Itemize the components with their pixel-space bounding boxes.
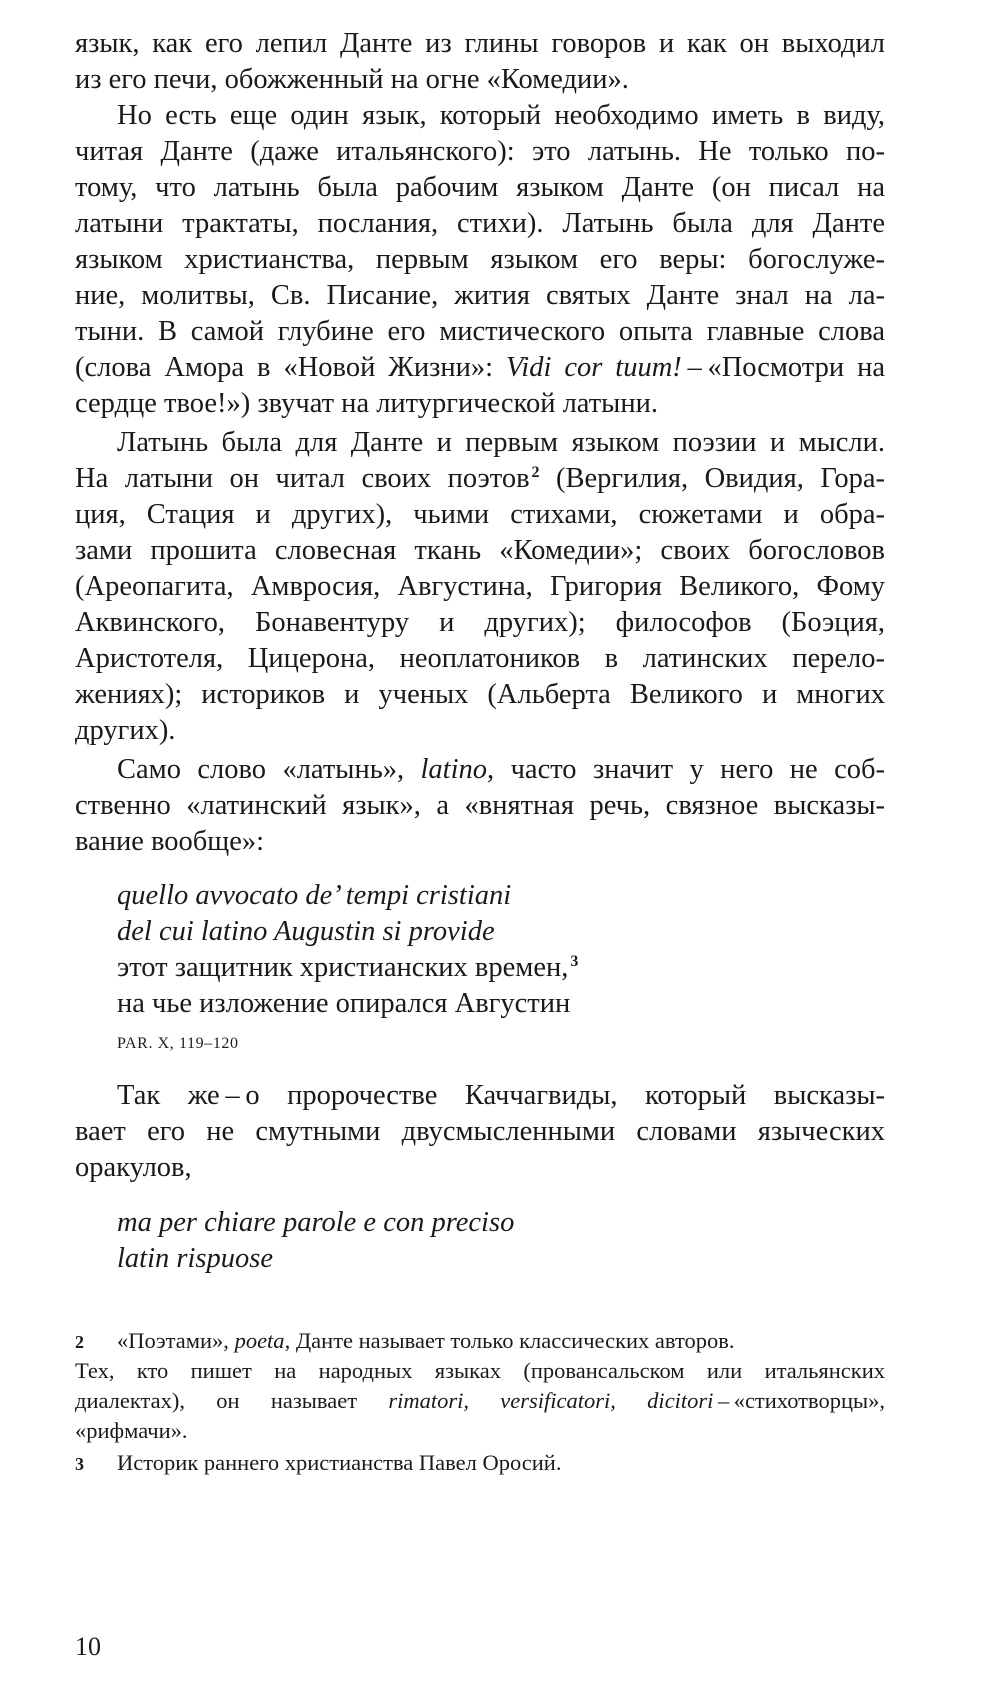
verse-line-latin: ma per chiare parole e con preciso xyxy=(117,1207,515,1238)
footnote-number: 3 xyxy=(75,1454,84,1474)
text-line: ственно «латинский язык», а «внятная речь, связное высказы- xyxy=(75,790,885,821)
latin-phrase: Vidi cor tuum! xyxy=(505,352,682,383)
text-line: вание вообще»: xyxy=(75,826,265,857)
text-span: , часто значит у него не соб- xyxy=(487,754,885,785)
text-span: диалектах), он называет xyxy=(75,1388,389,1413)
text-line: оракулов, xyxy=(75,1152,192,1183)
text-line: Латынь была для Данте и первым языком поэзии и мысли. xyxy=(117,427,885,458)
text-line: ние, молитвы, Св. Писание, жития святых Данте знал на ла- xyxy=(75,280,885,311)
footnote-line: «рифмачи». xyxy=(75,1418,188,1443)
verse-line-translation xyxy=(117,950,927,990)
citation-reference: PAR. X, 119–120 xyxy=(117,1035,239,1052)
text-line: зами прошита словесная ткань «Комедии»; своих богословов xyxy=(75,535,885,566)
text-line: ция, Стация и других), чьими стихами, сюжетами и обра- xyxy=(75,499,885,530)
footnote-3 xyxy=(75,1448,885,1479)
footnote-marker-2[interactable]: 2 xyxy=(531,464,540,481)
text-span: Историк раннего христианства Павел Оросий. xyxy=(117,1450,562,1475)
text-line: языком христианства, первым языком его веры: богослуже- xyxy=(75,244,885,275)
text-line: жениях); историков и ученых (Альберта Великого и многих xyxy=(75,679,885,710)
text-span: , Данте называет только классических авторов. xyxy=(284,1328,735,1353)
footnote-2 xyxy=(75,1326,885,1357)
text-line: Аквинского, Бонавентуру и других); философов (Боэция, xyxy=(75,607,885,638)
text-line xyxy=(75,350,885,386)
text-span: На латыни он читал своих поэтов xyxy=(75,463,530,494)
latin-word: latino xyxy=(420,754,488,785)
text-span: этот защитник христианских времен, xyxy=(117,952,569,983)
verse-line-latin: latin rispuose xyxy=(117,1243,273,1274)
verse-line-translation: на чье изложение опирался Августин xyxy=(117,988,571,1019)
text-span: – «Посмотри на xyxy=(681,352,885,383)
text-line: сердце твое!») звучат на литургической латыни. xyxy=(75,388,658,419)
footnote-marker-3[interactable]: 3 xyxy=(570,953,579,970)
text-line: (Ареопагита, Амвросия, Августина, Григория Великого, Фому xyxy=(75,571,885,602)
text-line: тому, что латынь была рабочим языком Данте (он писал на xyxy=(75,172,885,203)
verse-line-latin: del cui latino Augustin si provide xyxy=(117,916,495,947)
text-line: читая Данте (даже итальянского): это латынь. Не только по- xyxy=(75,136,885,167)
latin-phrase: rimatori, versificatori, dicitori xyxy=(388,1388,714,1413)
text-span: Само слово «латынь», xyxy=(117,754,421,785)
text-line xyxy=(117,752,885,788)
text-line: Так же – о пророчестве Каччагвиды, который высказы- xyxy=(117,1080,885,1111)
page-number: 10 xyxy=(75,1632,101,1661)
footnote-number: 2 xyxy=(75,1332,84,1352)
text-span: (Вергилия, Овидия, Гора- xyxy=(539,463,885,494)
footnote-line xyxy=(75,1386,885,1416)
text-line: латыни трактаты, послания, стихи). Латынь была для Данте xyxy=(75,208,885,239)
text-line xyxy=(75,461,885,501)
latin-word: poeta xyxy=(234,1328,285,1353)
verse-line-latin: quello avvocato de’ tempi cristiani xyxy=(117,880,512,911)
text-span: «Поэтами», xyxy=(117,1328,235,1353)
footnote-line: Тех, кто пишет на народных языках (провансальском или итальянских xyxy=(75,1358,885,1383)
text-span: – «стихотворцы», xyxy=(713,1388,885,1413)
text-line: тыни. В самой глубине его мистического опыта главные слова xyxy=(75,316,885,347)
text-line: Аристотеля, Цицерона, неоплатоников в латинских перело- xyxy=(75,643,885,674)
text-line: язык, как его лепил Данте из глины говоров и как он выходил xyxy=(75,28,885,59)
text-line: из его печи, обожженный на огне «Комедии». xyxy=(75,64,629,95)
text-line: вает его не смутными двусмысленными словами языческих xyxy=(75,1116,885,1147)
text-line: Но есть еще один язык, который необходимо иметь в виду, xyxy=(117,100,885,131)
text-span: (слова Амора в «Новой Жизни»: xyxy=(75,352,506,383)
text-line: других). xyxy=(75,715,176,746)
